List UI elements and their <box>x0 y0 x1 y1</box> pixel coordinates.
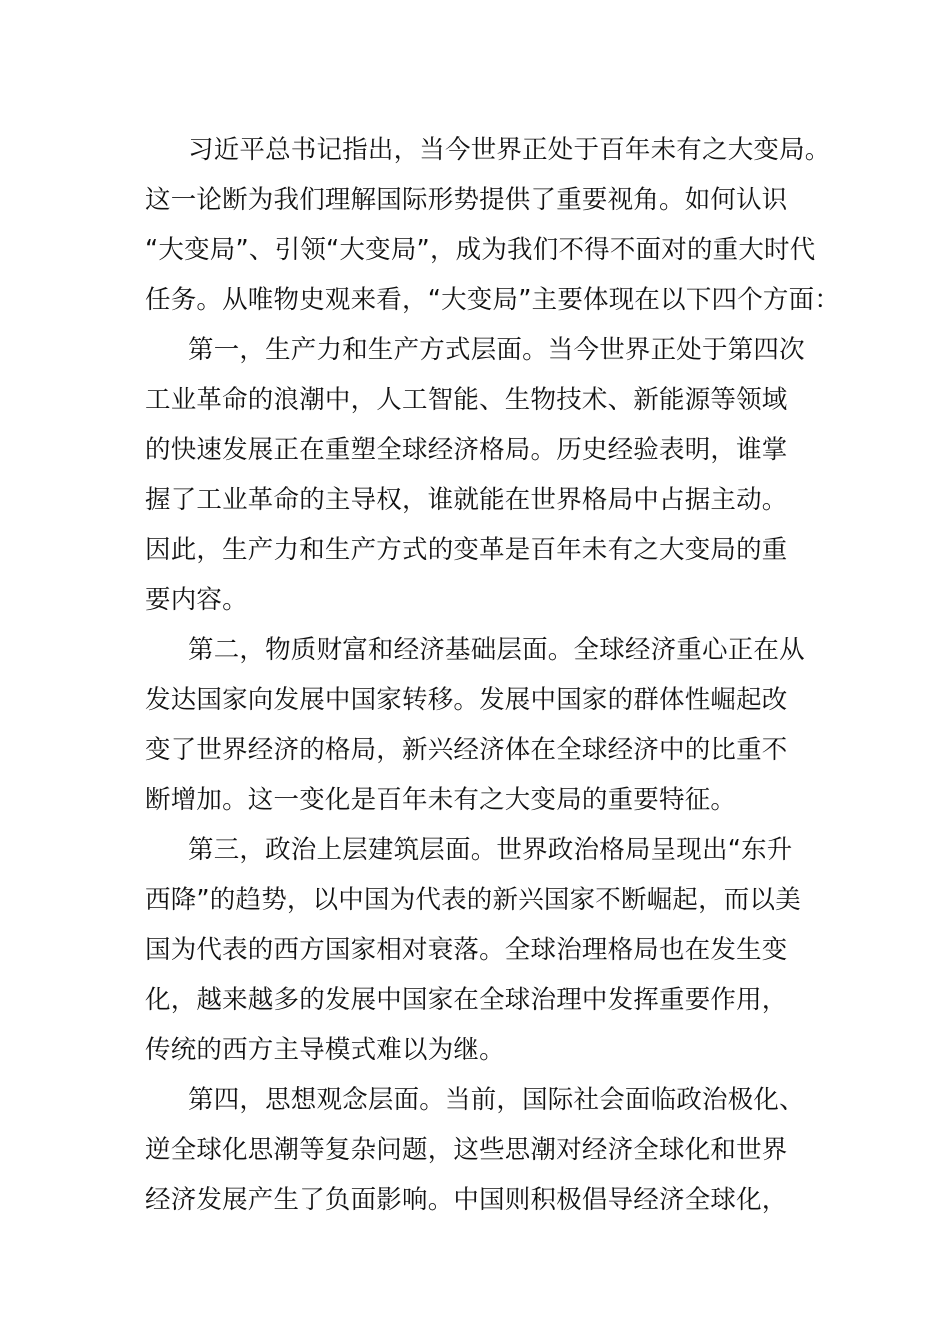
paragraph-2-line-4: 握了工业革命的主导权，谁就能在世界格局中占据主动。 <box>145 485 788 515</box>
paragraph-4-line-2: 西降”的趋势，以中国为代表的新兴国家不断崛起，而以美 <box>145 885 801 915</box>
paragraph-3-line-2: 发达国家向发展中国家转移。发展中国家的群体性崛起改 <box>145 685 788 715</box>
paragraph-2-line-1: 第一，生产力和生产方式层面。当今世界正处于第四次 <box>188 335 805 365</box>
paragraph-2-line-6: 要内容。 <box>145 585 248 615</box>
paragraph-5-line-1: 第四，思想观念层面。当前，国际社会面临政治极化、 <box>188 1085 805 1115</box>
paragraph-2-line-5: 因此，生产力和生产方式的变革是百年未有之大变局的重 <box>145 535 788 565</box>
paragraph-4-line-5: 传统的西方主导模式难以为继。 <box>145 1035 505 1065</box>
paragraph-4-line-3: 国为代表的西方国家相对衰落。全球治理格局也在发生变 <box>145 935 788 965</box>
paragraph-1-line-4: 任务。从唯物史观来看，“大变局”主要体现在以下四个方面： <box>145 285 841 315</box>
paragraph-4-line-1: 第三，政治上层建筑层面。世界政治格局呈现出“东升 <box>188 835 793 865</box>
paragraph-4-line-4: 化，越来越多的发展中国家在全球治理中发挥重要作用， <box>145 985 788 1015</box>
paragraph-1-line-2: 这一论断为我们理解国际形势提供了重要视角。如何认识 <box>145 185 788 215</box>
paragraph-1-line-3: “大变局”、引领“大变局”，成为我们不得不面对的重大时代 <box>145 235 816 265</box>
paragraph-2-line-2: 工业革命的浪潮中，人工智能、生物技术、新能源等领域 <box>145 385 788 415</box>
paragraph-5-line-2: 逆全球化思潮等复杂问题，这些思潮对经济全球化和世界 <box>145 1135 788 1165</box>
paragraph-3-line-4: 断增加。这一变化是百年未有之大变局的重要特征。 <box>145 785 737 815</box>
paragraph-5-line-3: 经济发展产生了负面影响。中国则积极倡导经济全球化， <box>145 1185 788 1215</box>
paragraph-3-line-3: 变了世界经济的格局，新兴经济体在全球经济中的比重不 <box>145 735 788 765</box>
paragraph-2-line-3: 的快速发展正在重塑全球经济格局。历史经验表明，谁掌 <box>145 435 788 465</box>
paragraph-1-line-1: 习近平总书记指出，当今世界正处于百年未有之大变局。 <box>188 135 831 165</box>
paragraph-3-line-1: 第二，物质财富和经济基础层面。全球经济重心正在从 <box>188 635 805 665</box>
